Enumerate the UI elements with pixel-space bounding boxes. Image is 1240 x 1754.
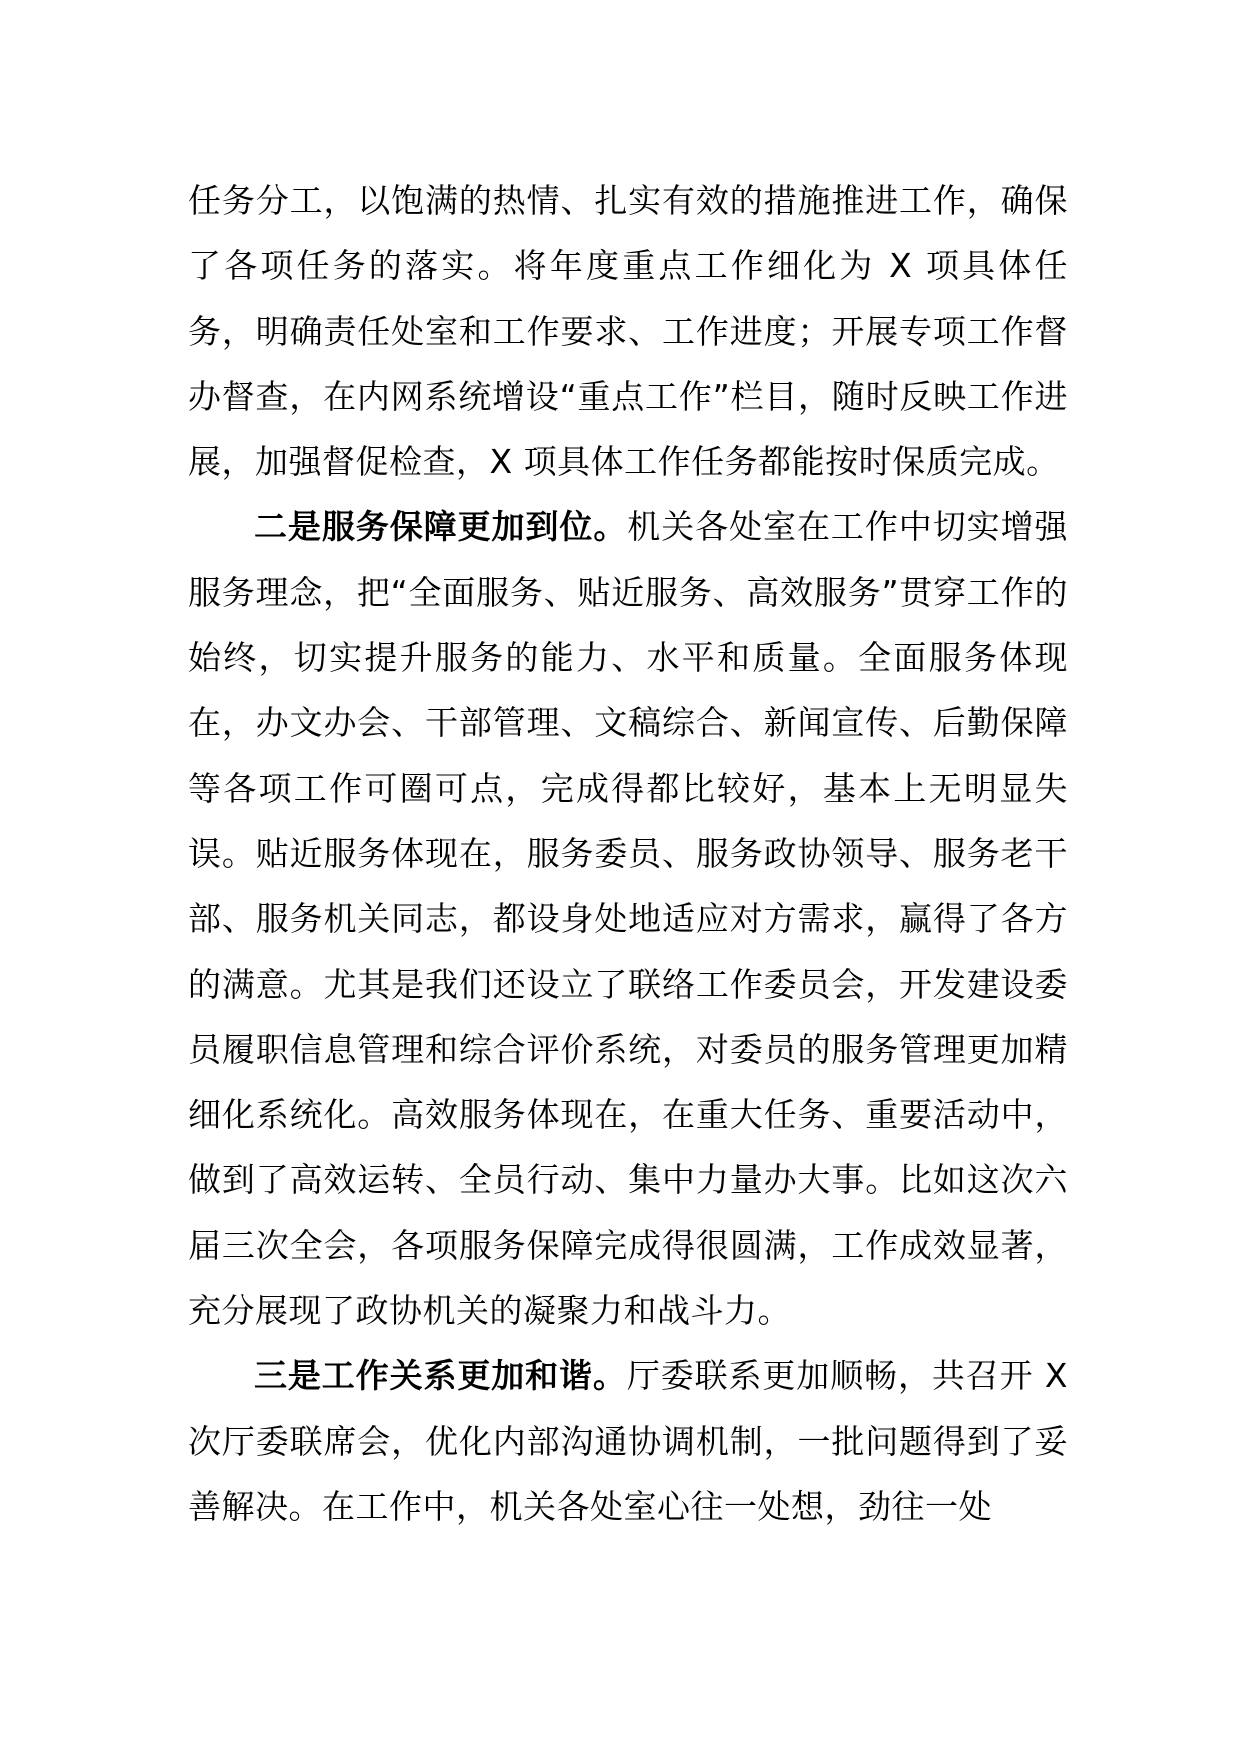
paragraph-body: 任务分工，以饱满的热情、扎实有效的措施推进工作，确保了各项任务的落实。将年度重点工作细化为 X 项具体任务，明确责任处室和工作要求、工作进度；开展专项工作督办督查，在内网系统增设“重点工作”栏目，随时反映工作进展，加强督促检查，X 项具体工作任务都能按时保质完成。 xyxy=(188,181,1068,482)
paragraph-lead-heading: 二是服务保障更加到位。 xyxy=(254,507,628,547)
paragraph-work-relations xyxy=(188,1343,1068,1539)
paragraph-body: 厅委联系更加顺畅，共召开 X 次厅委联席会，优化内部沟通协调机制，一批问题得到了妥善解决。在工作中，机关各处室心往一处想，劲往一处 xyxy=(188,1356,1068,1526)
paragraph-service-guarantee xyxy=(188,494,1068,1343)
document-body xyxy=(188,168,1068,1539)
paragraph-body: 机关各处室在工作中切实增强服务理念，把“全面服务、贴近服务、高效服务”贯穿工作的始终，切实提升服务的能力、水平和质量。全面服务体现在，办文办会、干部管理、文稿综合、新闻宣传、后勤保障等各项工作可圈可点，完成得都比较好，基本上无明显失误。贴近服务体现在，服务委员、服务政协领导、服务老干部、服务机关同志，都设身处地适应对方需求，赢得了各方的满意。尤其是我们还设立了联络工作委员会，开发建设委员履职信息管理和综合评价系统，对委员的服务管理更加精细化系统化。高效服务体现在，在重大任务、重要活动中，做到了高效运转、全员行动、集中力量办大事。比如这次六届三次全会，各项服务保障完成得很圆满，工作成效显著，充分展现了政协机关的凝聚力和战斗力。 xyxy=(188,507,1069,1331)
paragraph-task-continuation xyxy=(188,168,1068,494)
paragraph-lead-heading: 三是工作关系更加和谐。 xyxy=(254,1356,627,1396)
